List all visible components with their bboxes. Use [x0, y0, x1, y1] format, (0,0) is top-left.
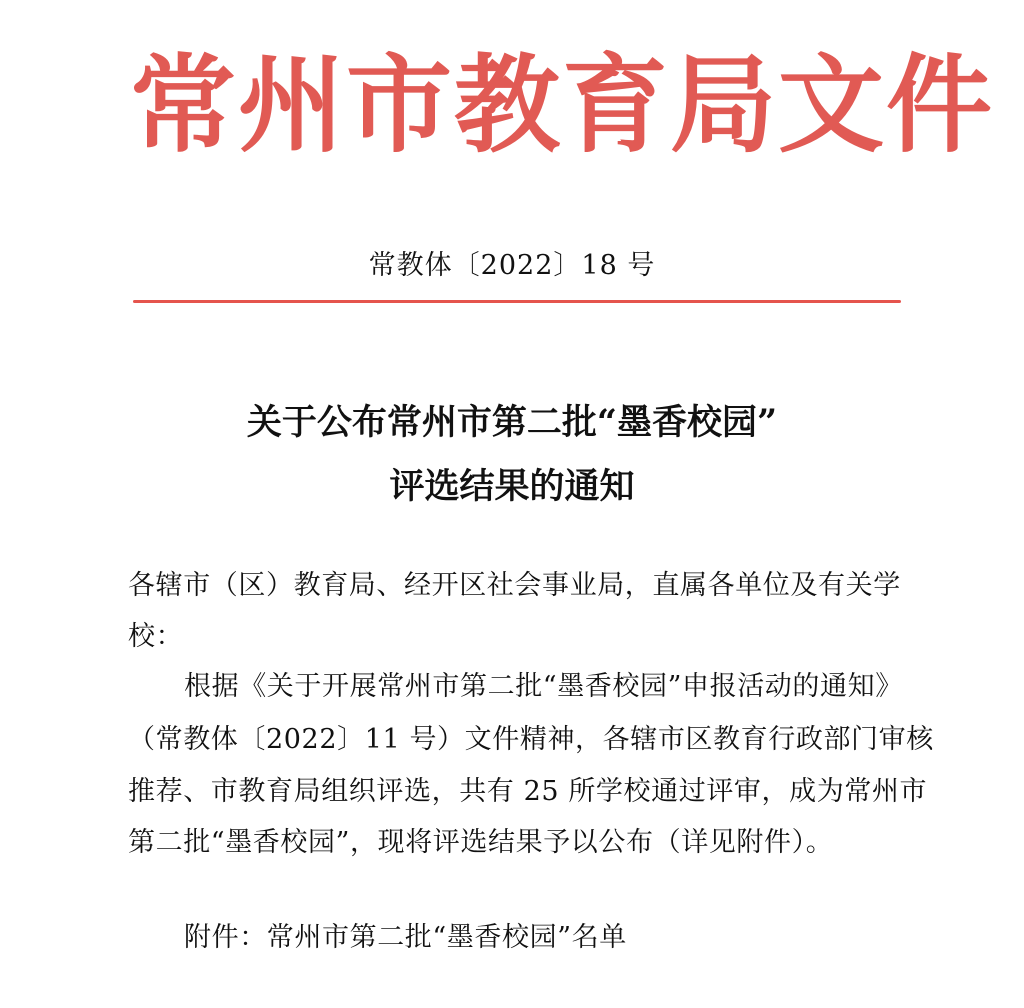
notice-title-line-2: 评选结果的通知: [389, 466, 635, 507]
attachment-line: 附件：常州市第二批“墨香校园”名单: [184, 922, 627, 953]
document-number: 常教体〔2022〕18 号: [368, 250, 656, 281]
body-paragraph-line-1: 根据《关于开展常州市第二批“墨香校园”申报活动的通知》: [184, 671, 903, 702]
body-paragraph-line-3: 推荐、市教育局组织评选，共有 25 所学校通过评审，成为常州市: [128, 776, 928, 807]
body-paragraph-line-2: （常教体〔2022〕11 号）文件精神，各辖市区教育行政部门审核: [128, 724, 934, 755]
addressee-line-1: 各辖市（区）教育局、经开区社会事业局，直属各单位及有关学: [128, 570, 901, 601]
addressee-line-2: 校：: [128, 621, 184, 652]
red-divider-line: [133, 300, 901, 303]
body-paragraph-line-4: 第二批“墨香校园”，现将评选结果予以公布（详见附件）。: [128, 827, 834, 858]
masthead-title: 常州市教育局文件: [130, 42, 994, 167]
notice-title-line-1: 关于公布常州市第二批“墨香校园”: [246, 402, 778, 443]
